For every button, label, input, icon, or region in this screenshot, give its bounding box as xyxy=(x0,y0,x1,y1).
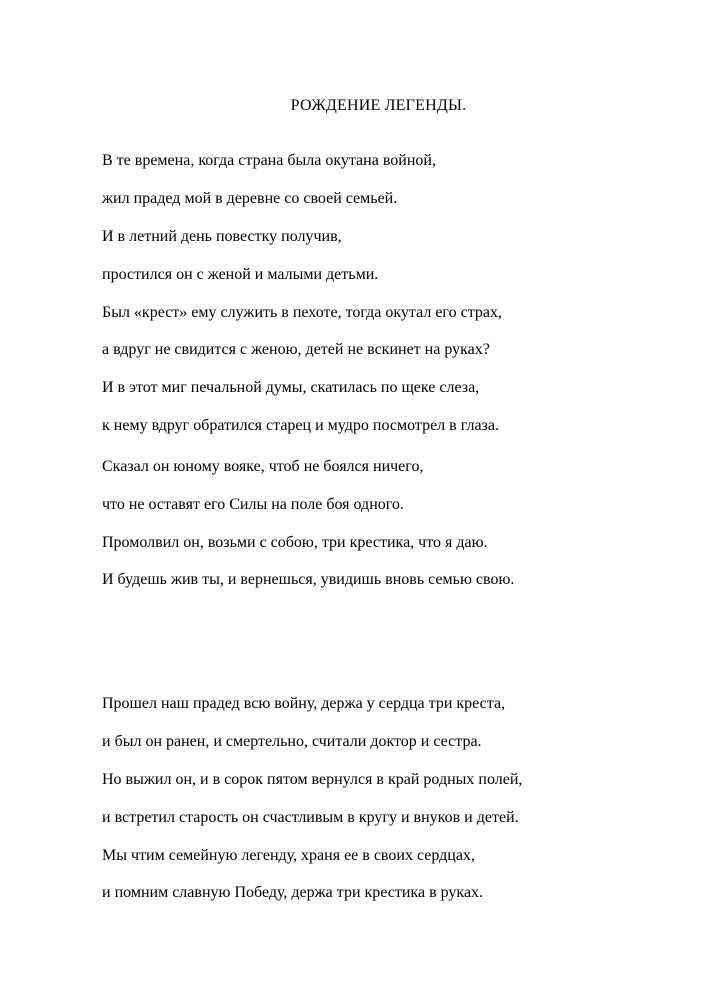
poem-line: а вдруг не свидится с женою, детей не вскинет на руках? xyxy=(102,341,490,359)
poem-line: И в этот миг печальной думы, скатилась по щеке слеза, xyxy=(102,379,480,397)
poem-line: Был «крест» ему служить в пехоте, тогда окутал его страх, xyxy=(102,303,502,321)
poem-line: Сказал он юному вояке, чтоб не боялся ничего, xyxy=(102,457,424,475)
poem-line: простился он с женой и малыми детьми. xyxy=(102,265,379,283)
poem-line: В те времена, когда страна была окутана войной, xyxy=(102,152,436,169)
stanza-1 xyxy=(102,151,514,608)
poem-line: и был он ранен, и смертельно, считали доктор и сестра. xyxy=(102,732,482,750)
poem-line: Прошел наш прадед всю войну, держа у сердца три креста, xyxy=(102,695,506,712)
poem-title: РОЖДЕНИЕ ЛЕГЕНДЫ. xyxy=(290,97,467,114)
poem-line: к нему вдруг обратился старец и мудро посмотрел в глаза. xyxy=(102,417,499,435)
poem-line: И будешь жив ты, и вернешься, увидишь вновь семью свою. xyxy=(102,571,515,589)
poem-line: жил прадед мой в деревне со своей семьей. xyxy=(102,189,398,207)
poem-line: и помним славную Победу, держа три крестика в руках. xyxy=(102,884,484,902)
stanza-2 xyxy=(102,694,522,921)
poem-line: и встретил старость он счастливым в кругу и внуков и детей. xyxy=(102,808,519,826)
poem-line: И в летний день повестку получив, xyxy=(102,227,342,245)
poem-line: Но выжил он, и в сорок пятом вернулся в край родных полей, xyxy=(102,770,523,788)
poem-line: что не оставят его Силы на поле боя одного. xyxy=(102,495,404,513)
poem-line: Промолвил он, возьми с собою, три крестика, что я даю. xyxy=(102,533,488,551)
poem-line: Мы чтим семейную легенду, храня ее в своих сердцах, xyxy=(102,846,475,864)
